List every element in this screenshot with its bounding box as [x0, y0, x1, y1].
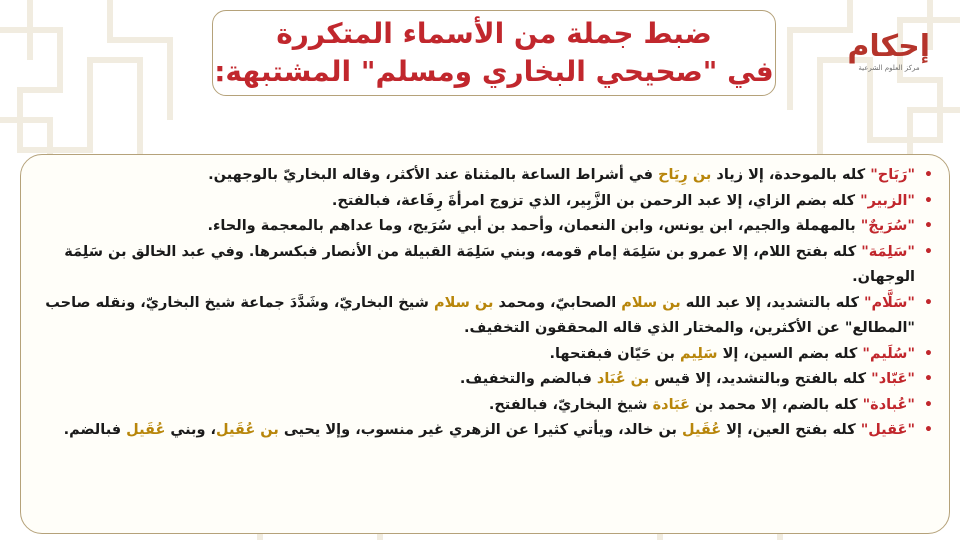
list-item: [45, 342, 933, 368]
item-highlight: بن سلام: [621, 294, 681, 311]
item-text: كله بضم السين، إلا: [717, 345, 863, 362]
item-text: كله بالموحدة، إلا زياد: [711, 167, 871, 183]
item-text: بالمهملة والجيم، ابن يونس، وابن النعمان، وأحمد بن أبي سُرَيج، وما عداهم بالمعجمة والحاء.: [207, 218, 861, 234]
item-text: كله بالتشديد، إلا عبد الله: [680, 294, 864, 311]
bullet-icon: •: [924, 396, 933, 413]
item-text: فبالضم والتخفيف.: [459, 371, 597, 387]
item-term: "سُرَيجٌ": [860, 218, 915, 234]
title-box: [212, 10, 776, 96]
item-highlight: عَبَادة: [652, 396, 690, 413]
item-text: بن خالد، ويأتي كثيرا عن الزهري غير منسوب، وإلا يحيى: [278, 422, 682, 438]
title-line-2: في "صحيحي البخاري ومسلم" المشتبهة:: [214, 55, 774, 88]
item-highlight: بن سلام: [433, 294, 494, 311]
bullet-icon: •: [924, 371, 933, 387]
list-item: [45, 214, 933, 240]
bullet-icon: •: [924, 167, 933, 183]
item-text: كله بضم الزاي، إلا عبد الرحمن بن الزَّبِير، الذي تزوج امرأةَ رِفَاعة، فبالفتح.: [331, 192, 861, 209]
item-term: "عَقيل": [860, 422, 915, 438]
item-text: كله بفتح اللام، إلا عمرو بن سَلِمَة إمام قومه، وبني سَلِمَة القبيلة من الأنصار فبكسرها. وفي عبد الخالق بن سَلِمَة الوجهان.: [64, 243, 915, 285]
list-item: [45, 240, 933, 291]
item-term: "سُلَيم": [862, 345, 915, 362]
content-box: [20, 154, 950, 534]
item-term: "رَبَاح": [870, 167, 915, 183]
bullet-icon: •: [924, 192, 933, 209]
bullet-icon: •: [924, 243, 933, 260]
item-highlight: عُقَيل: [126, 422, 166, 438]
bullet-icon: •: [924, 218, 933, 234]
item-term: "سَلَّام": [863, 294, 915, 311]
item-text: شيخ البخاريّ، وشَدَّدَ جماعة شيخ البخاريّ، ونقله صاحب "المطالع" عن الأكثرين، والمختار الذي قاله المحققون التخفيف.: [45, 294, 915, 336]
list-item: [45, 418, 933, 444]
item-highlight: بن رِيَاح: [658, 167, 712, 183]
item-text: كله بفتح العين، إلا: [721, 422, 861, 438]
list-item: [45, 367, 933, 393]
item-term: "عُبادة": [862, 396, 915, 413]
list-item: [45, 163, 933, 189]
item-term: "سَلِمَة": [861, 243, 915, 260]
item-term: "عَبّاد": [871, 371, 915, 387]
logo-subtitle: مركز العلوم الشرعية: [858, 64, 920, 72]
bullet-icon: •: [924, 294, 933, 311]
item-highlight: بن عُقَيل: [216, 422, 279, 438]
bullet-icon: •: [924, 345, 933, 362]
item-highlight: عُقَيل: [682, 422, 722, 438]
list-item: [45, 189, 933, 215]
item-text: الصحابيّ، ومحمد: [493, 294, 622, 311]
list-item: [45, 291, 933, 342]
item-text: كله بالضم، إلا محمد بن: [689, 396, 863, 413]
item-text: في أشراط الساعة بالمثناة عند الأكثر، وقاله البخاريّ بالوجهين.: [208, 167, 659, 183]
item-text: ، وبني: [165, 422, 217, 438]
item-highlight: سَلِيم: [680, 345, 718, 362]
item-text: بن حَيّان فبفتحها.: [549, 345, 681, 362]
bullet-icon: •: [924, 422, 933, 438]
title-line-1: ضبط جملة من الأسماء المتكررة: [276, 17, 712, 50]
item-text: فبالضم.: [63, 422, 127, 438]
item-text: كله بالفتح وبالتشديد، إلا قيس: [649, 371, 872, 387]
list-item: [45, 393, 933, 419]
brand-logo: [848, 30, 930, 90]
names-list: [45, 163, 933, 444]
item-highlight: بن عُبَاد: [596, 371, 650, 387]
logo-wordmark: إحكام: [847, 29, 930, 64]
item-term: "الزبير": [860, 192, 915, 209]
item-text: شيخ البخاريّ، فبالفتح.: [488, 396, 653, 413]
